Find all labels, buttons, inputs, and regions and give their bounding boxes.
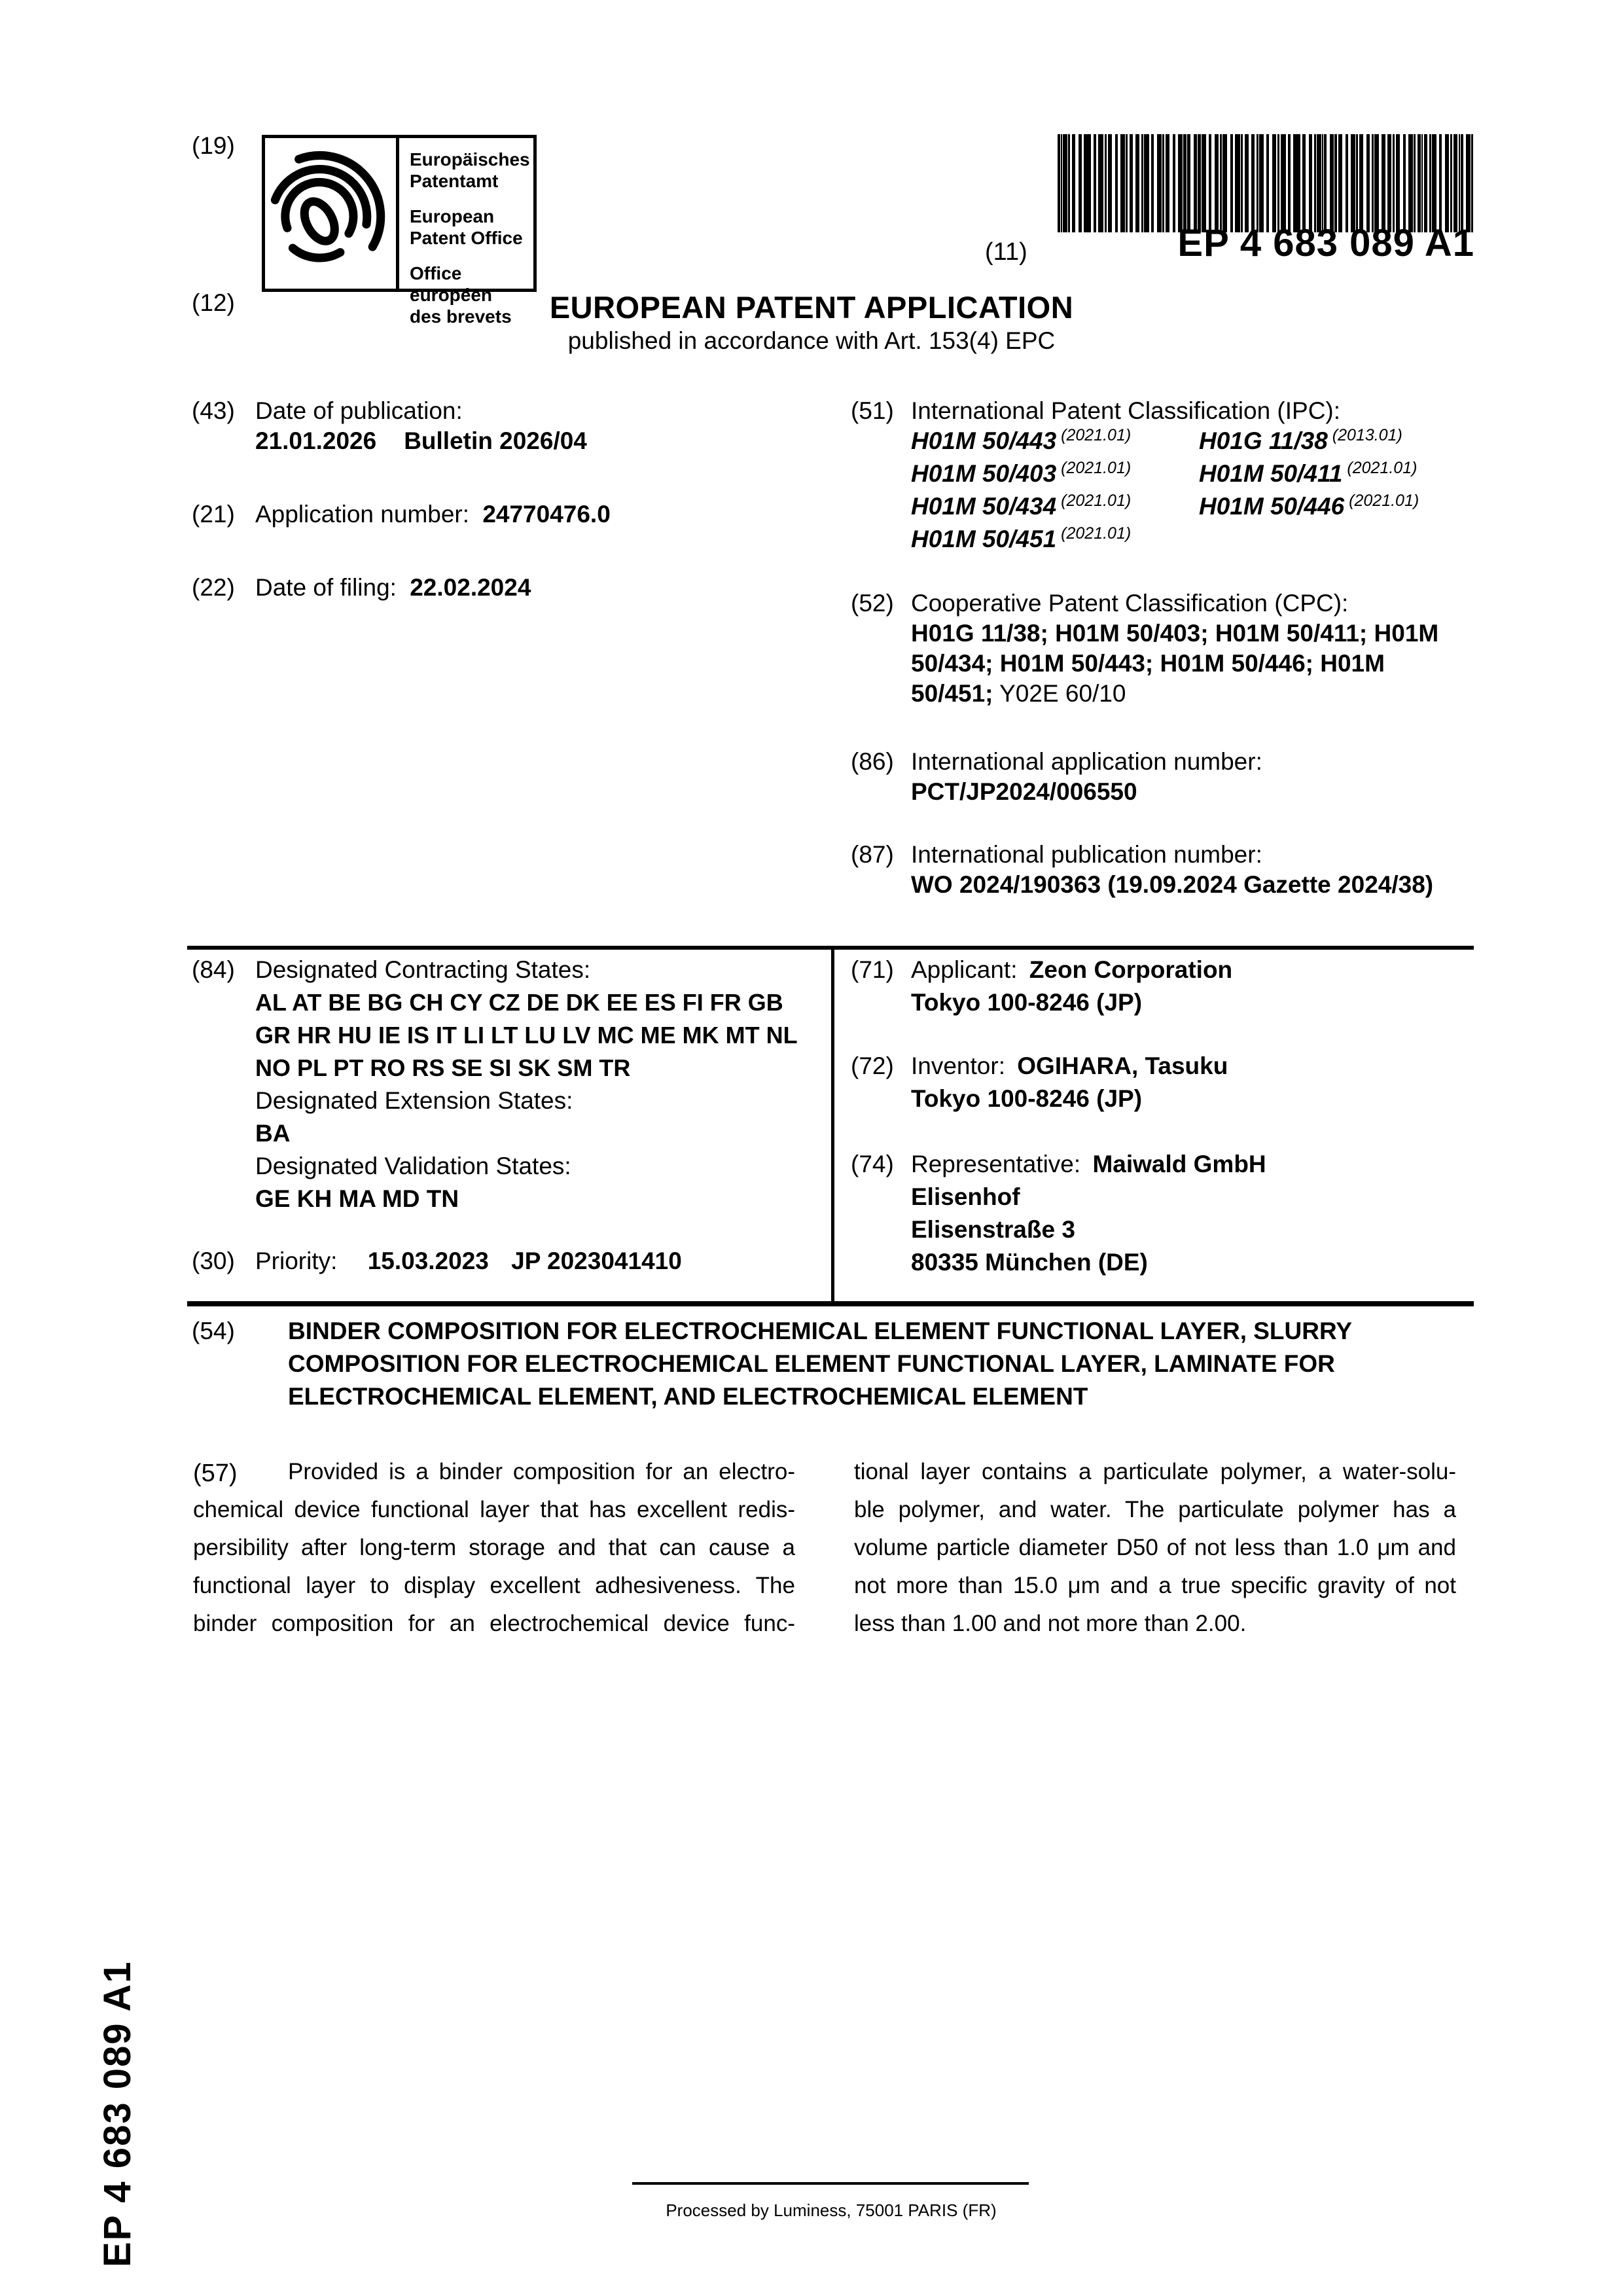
epo-logo-box: [262, 135, 537, 327]
footer-processing-note: Processed by Luminess, 75001 PARIS (FR): [666, 2200, 997, 2220]
inventor-name: OGIHARA, Tasuku: [1017, 1052, 1228, 1079]
contracting-states: AL AT BE BG CH CY CZ DE DK EE ES FI FR GB GR HR HU IE IS IT LI LT LU LV MC ME MK MT NL NO PL PT RO RS SE SI SK SM TR: [255, 989, 797, 1081]
priority-date: 15.03.2023: [367, 1247, 489, 1274]
ipc-entry: H01M 50/451 $^{(2021.01)}$: [911, 524, 1132, 552]
field-43-label: Date of publication:: [255, 397, 463, 424]
ipc-entry: H01M 50/403 $^{(2021.01)}$: [911, 459, 1132, 487]
barcode: [1058, 134, 1474, 232]
publication-date: 21.01.2026: [255, 427, 377, 454]
ipc-entry: H01G 11/38 $^{(2013.01)}$: [1199, 426, 1402, 454]
abstract-col1-line1: Provided is a binder composition for an electro-: [288, 1459, 795, 1484]
representative-line4: 80335 München (DE): [911, 1249, 1148, 1276]
field-72-number: (72): [851, 1052, 894, 1079]
field-11-number: (11): [985, 238, 1027, 266]
extension-states: BA: [255, 1120, 291, 1147]
ipc-entry: H01M 50/443 $^{(2021.01)}$: [911, 426, 1132, 454]
horizontal-rule-bottom: [187, 1301, 1474, 1306]
field-30-label: Priority:: [255, 1247, 338, 1274]
field-30-priority: [255, 1246, 821, 1276]
field-71-applicant: [911, 954, 1474, 1019]
field-21-application-number: [255, 499, 798, 529]
field-52-label: Cooperative Patent Classification (CPC):: [911, 590, 1349, 617]
invention-title: BINDER COMPOSITION FOR ELECTROCHEMICAL ELEMENT FUNCTIONAL LAYER, SLURRY COMPOSITION FOR ELECTROCHEMICAL ELEMENT FUNCTIONAL LAYER, LAMINATE FOR ELECTROCHEMICAL ELEMENT, AND ELECTROCHEMICAL ELEMENT: [288, 1318, 1352, 1410]
ipc-classifications: [911, 426, 1464, 550]
document-subtitle: published in accordance with Art. 153(4) EPC: [567, 327, 1056, 354]
field-87-label: International publication number:: [911, 841, 1262, 868]
field-43-number: (43): [192, 397, 235, 424]
field-72-inventor: [911, 1050, 1474, 1115]
field-74-label: Representative:: [911, 1151, 1081, 1177]
field-51-ipc: [911, 396, 1464, 426]
applicant-name: Zeon Corporation: [1029, 956, 1233, 983]
priority-number: JP 2023041410: [511, 1247, 682, 1274]
ipc-column-1: [911, 426, 1131, 557]
inventor-address: Tokyo 100-8246 (JP): [911, 1085, 1143, 1112]
representative-name: Maiwald GmbH: [1092, 1151, 1266, 1177]
field-84-designated-states: [255, 954, 821, 1215]
field-71-number: (71): [851, 956, 894, 983]
field-54-number: (54): [192, 1318, 235, 1344]
abstract-column-2: tional layer contains a particulate polymer, a water-solu- ble polymer, and water. The particulate polymer has a volume particle diameter D50 of not less than 1.0 μm and not more than 15.0 μm and a true specific gravity of not less than 1.00 and not more than 2.00.: [854, 1459, 1456, 1636]
field-21-number: (21): [192, 501, 235, 528]
field-74-representative: [911, 1148, 1474, 1279]
field-22-filing-date: [255, 573, 798, 603]
field-21-label: Application number:: [255, 501, 470, 528]
field-86-number: (86): [851, 748, 894, 775]
field-22-label: Date of filing:: [255, 574, 397, 601]
field-74-number: (74): [851, 1151, 894, 1177]
epo-spiral-icon: [265, 138, 399, 289]
ipc-column-2: [1199, 426, 1419, 524]
filing-date: 22.02.2024: [410, 574, 531, 601]
application-number: 24770476.0: [482, 501, 611, 528]
field-87-number: (87): [851, 841, 894, 868]
field-86-label: International application number:: [911, 748, 1262, 775]
field-51-number: (51): [851, 397, 894, 424]
ipc-entry: H01M 50/446 $^{(2021.01)}$: [1199, 492, 1419, 520]
abstract-column-1: chemical device functional layer that has excellent redis- persibility after long-term storage and that can cause a functional layer to display excellent adhesiveness. The binder composition for an electrochemical device func-: [193, 1497, 795, 1636]
field-51-label: International Patent Classification (IPC):: [911, 397, 1341, 424]
epo-logo-text: [399, 138, 533, 327]
footer-rule: [632, 2182, 1029, 2185]
epo-name-french: Office européen des brevets: [410, 263, 512, 327]
field-19-number: (19): [192, 132, 235, 159]
validation-states: GE KH MA MD TN: [255, 1185, 459, 1212]
field-84-label: Designated Contracting States:: [255, 956, 591, 983]
validation-states-label: Designated Validation States:: [255, 1153, 571, 1179]
bulletin: Bulletin 2026/04: [404, 427, 587, 454]
field-43-publication-date: [255, 396, 798, 456]
publication-number: EP 4 683 089 A1: [1177, 222, 1474, 264]
cpc-classifications: H01G 11/38; H01M 50/403; H01M 50/411; H01M 50/434; H01M 50/443; H01M 50/446; H01M 50/451; Y02E 60/10: [911, 620, 1439, 707]
extension-states-label: Designated Extension States:: [255, 1087, 573, 1114]
field-30-number: (30): [192, 1247, 235, 1274]
horizontal-rule-top: [187, 946, 1474, 950]
field-84-number: (84): [192, 956, 235, 983]
field-12-number: (12): [192, 289, 235, 316]
applicant-address: Tokyo 100-8246 (JP): [911, 989, 1143, 1016]
column-divider: [831, 946, 834, 1305]
representative-line2: Elisenhof: [911, 1183, 1020, 1210]
epo-name-english: European Patent Office: [410, 206, 523, 248]
epo-name-german: Europäisches Patentamt: [410, 149, 530, 191]
document-type-title: EUROPEAN PATENT APPLICATION: [549, 290, 1074, 325]
field-72-label: Inventor:: [911, 1052, 1005, 1079]
field-87-intl-publication: [911, 840, 1474, 900]
ipc-entry: H01M 50/434 $^{(2021.01)}$: [911, 492, 1132, 520]
representative-line3: Elisenstraße 3: [911, 1216, 1075, 1243]
intl-publication-number: WO 2024/190363 (19.09.2024 Gazette 2024/38): [911, 871, 1434, 898]
field-52-number: (52): [851, 590, 894, 617]
field-86-intl-application: [911, 747, 1464, 807]
sideways-document-number: EP 4 683 089 A1: [96, 1960, 139, 2267]
field-71-label: Applicant:: [911, 956, 1018, 983]
field-22-number: (22): [192, 574, 235, 601]
field-52-cpc: [911, 588, 1453, 709]
field-57-number: (57): [193, 1460, 238, 1487]
ipc-entry: H01M 50/411 $^{(2021.01)}$: [1199, 459, 1418, 487]
intl-application-number: PCT/JP2024/006550: [911, 778, 1137, 805]
